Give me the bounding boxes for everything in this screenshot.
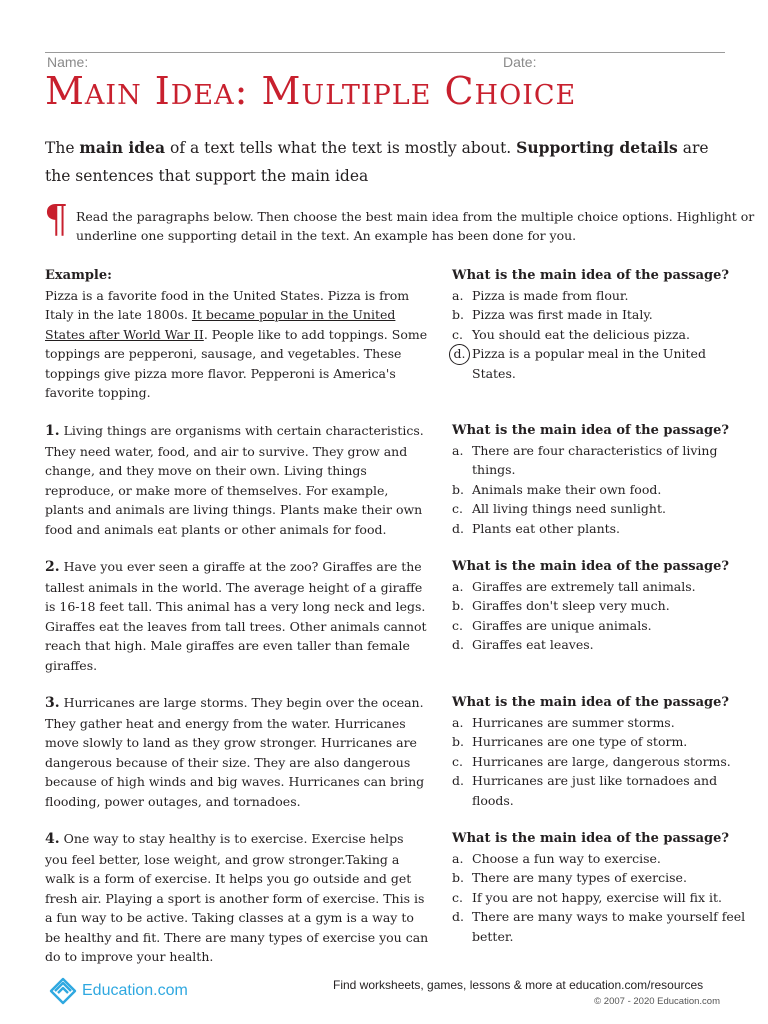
- option-b[interactable]: b. Giraffes don't sleep very much.: [452, 598, 670, 613]
- option-a[interactable]: a. Choose a fun way to exercise.: [452, 850, 661, 866]
- logo-text: Education.com: [82, 982, 188, 999]
- main-idea-term: main idea: [79, 138, 166, 157]
- passage-number: 3.: [45, 695, 60, 711]
- passage-number: 2.: [45, 559, 60, 575]
- question-heading: What is the main idea of the passage?: [452, 831, 729, 846]
- option-d[interactable]: d. Giraffes eat leaves.: [452, 637, 594, 652]
- passage-4: 4. One way to stay healthy is to exercise. Exercise helps you feel better, lose weight, and grow stronger.Taking a walk is a form of exercise. It helps you go outside and get fresh air. Playing a sport is another form of exercise. This is a fun way to be active. Taking classes at a gym is a way to be healthy and fit. There are many types of exercise you can do to improve your health.: [45, 831, 429, 964]
- intro-text: The main idea of a text tells what the text is mostly about. Supporting details are the sentences that support the main idea: [45, 138, 709, 185]
- answer-circle: d.: [449, 344, 470, 365]
- option-a[interactable]: a. Giraffes are extremely tall animals.: [452, 578, 696, 594]
- option-c[interactable]: c. Hurricanes are large, dangerous storms.: [452, 753, 731, 769]
- pilcrow-icon: ¶: [44, 197, 69, 241]
- example-passage: [45, 266, 430, 403]
- option-d-circled[interactable]: d. Pizza is a popular meal in the United States.: [452, 344, 752, 383]
- footer-tagline[interactable]: Find worksheets, games, lessons & more at education.com/resources: [333, 978, 704, 992]
- page-title: Main Idea: Multiple Choice: [45, 69, 577, 113]
- example-supporting-detail: It became popular in the United States after World War II: [45, 307, 396, 342]
- question-heading: What is the main idea of the passage?: [452, 695, 729, 710]
- date-label: Date:: [503, 54, 537, 70]
- option-c[interactable]: c. Giraffes are unique animals.: [452, 617, 652, 633]
- option-a[interactable]: a. There are four characteristics of living things.: [452, 442, 718, 477]
- instructions: Read the paragraphs below. Then choose the best main idea from the multiple choice options. Highlight or underline one supporting detail in the text. An example has been done for you.: [76, 209, 755, 243]
- option-c[interactable]: c. If you are not happy, exercise will fix it.: [452, 889, 722, 905]
- question-heading: What is the main idea of the passage?: [452, 559, 729, 574]
- option-c[interactable]: c. All living things need sunlight.: [452, 501, 666, 516]
- copyright: © 2007 - 2020 Education.com: [594, 996, 720, 1007]
- question-heading: What is the main idea of the passage?: [452, 268, 729, 283]
- passage-3: 3. Hurricanes are large storms. They begin over the ocean. They gather heat and energy from the water. Hurricanes move slowly to land as they grow stronger. Hurricanes are dangerous because of their size. They are also dangerous because of high winds and big waves. Hurricanes can bring flooding, power outages, and tornadoes.: [45, 695, 425, 809]
- example-label: Example:: [45, 268, 112, 283]
- option-b[interactable]: b. Animals make their own food.: [452, 481, 662, 497]
- question-3: [452, 693, 752, 810]
- question-4: [452, 829, 752, 946]
- passage-2: 2. Have you ever seen a giraffe at the zoo? Giraffes are the tallest animals in the world. The average height of a giraffe is 16-18 feet tall. This animal has a very long neck and legs. Giraffes eat the leaves from tall trees. Other animals cannot reach that high. Male giraffes are even taller than female giraffes.: [45, 559, 427, 673]
- option-a[interactable]: a. Pizza is made from flour.: [452, 287, 629, 303]
- education-logo[interactable]: [47, 975, 188, 1007]
- passage-number: 1.: [45, 423, 60, 439]
- option-d[interactable]: d. Hurricanes are just like tornadoes and floods.: [452, 773, 718, 808]
- supporting-details-term: Supporting details: [516, 138, 678, 157]
- name-date-line: [45, 52, 725, 53]
- example-question: [452, 266, 752, 383]
- option-a[interactable]: a. Hurricanes are summer storms.: [452, 714, 675, 730]
- option-b[interactable]: b. Pizza was first made in Italy.: [452, 307, 653, 322]
- option-d[interactable]: d. Plants eat other plants.: [452, 520, 621, 536]
- education-logo-icon: [47, 975, 79, 1007]
- example-text: Pizza is a favorite food in the United States. Pizza is from Italy in the late 1800s. It became popular in the United States after World War II. People like to add toppings. Some toppings are pepperoni, sausage, and vegetables. These toppings give pizza more flavor. Pepperoni is America's favorite topping.: [45, 287, 428, 400]
- option-b[interactable]: b. There are many types of exercise.: [452, 870, 687, 885]
- passage-1: 1. Living things are organisms with certain characteristics. They need water, food, and air to survive. They grow and change, and they move on their own. Living things reproduce, or make more of themselves. For example, plants and animals are living things. Plants make their own food and animals eat plants or other animals for food.: [45, 423, 424, 537]
- question-heading: What is the main idea of the passage?: [452, 423, 729, 438]
- option-c[interactable]: c. You should eat the delicious pizza.: [452, 326, 690, 342]
- question-1: [452, 421, 752, 538]
- name-label: Name:: [47, 54, 89, 70]
- option-d[interactable]: d. There are many ways to make yourself feel better.: [452, 909, 746, 944]
- passage-number: 4.: [45, 831, 60, 847]
- question-2: [452, 557, 752, 655]
- option-b[interactable]: b. Hurricanes are one type of storm.: [452, 734, 688, 749]
